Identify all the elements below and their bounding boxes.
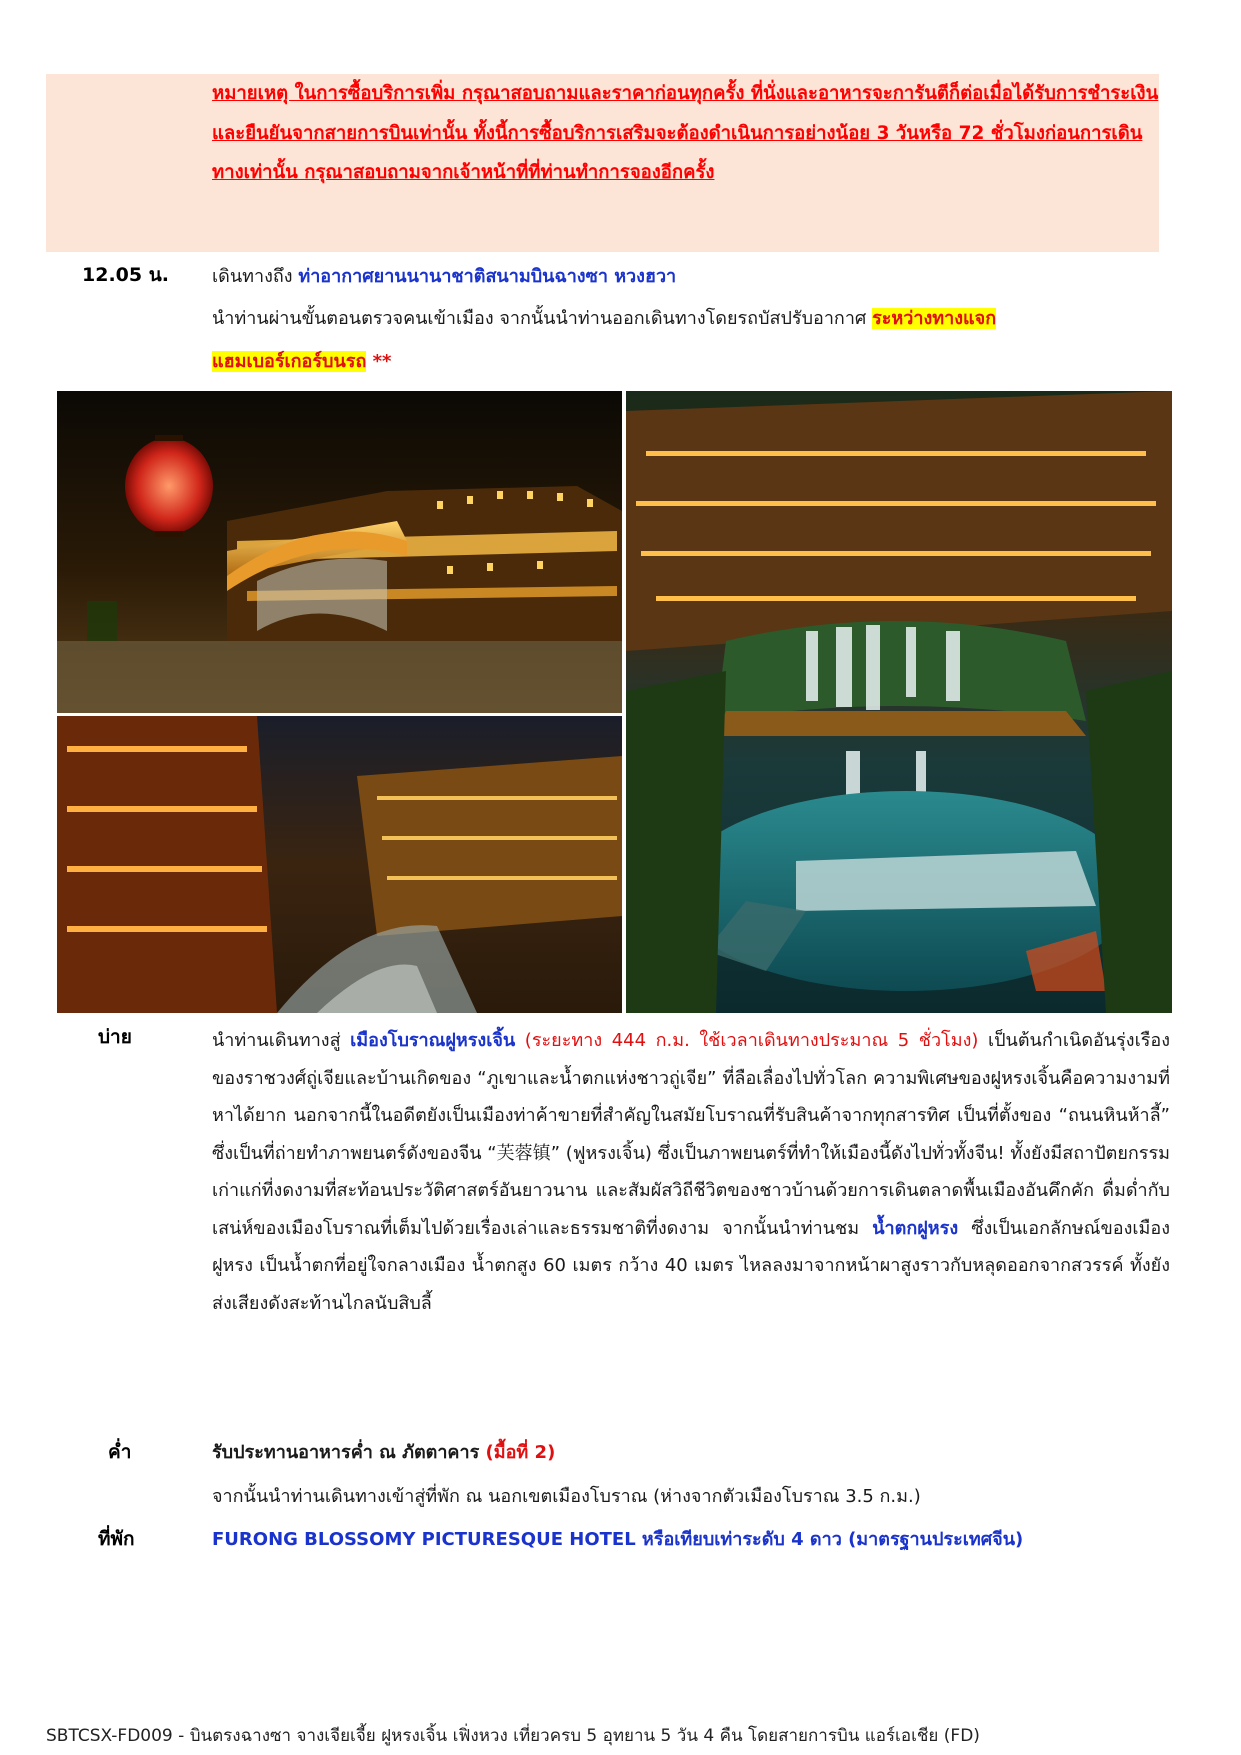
meal-number: (มื้อที่ 2) [485,1442,556,1463]
arrival-transfer: นำท่านผ่านขั้นตอนตรวจคนเข้าเมือง จากนั้นนำท่านออกเดินทางโดยรถบัสปรับอากาศ [212,308,873,329]
afternoon-body-1: เป็นต้นกำเนิดอันรุ่งเรืองของราชวงศ์ถู่เจียและบ้านเกิดของ “ภูเขาและน้ำตกแห่งชาวถู่เจีย” ที่ลือเลื่องไปทั่วโลก ความพิเศษของฝูหรงเจิ้นคือความงามที่หาได้ยาก นอกจากนี้ในอดีตยังเป็นเมืองท่าค้าขายที่สำคัญในสมัยโบราณที่รับสินค้าจากทุกสารทิศ เป็นที่ตั้งของ “ถนนหินห้าลี้” ซึ่งเป็นที่ถ่ายทำภาพยนตร์ดังของจีน “芙蓉镇” (ฟูหรงเจิ้น) ซึ่งเป็นภาพยนตร์ที่ทำให้เมืองนี้ดังไปทั่วทั้งจีน! ทั้งยังมีสถาปัตยกรรมเก่าแก่ที่งดงามที่สะท้อนประวัติศาสตร์อันยาวนาน และสัมผัสวิถีชีวิตของชาวบ้านด้วยการเดินตลาดพื้นเมืองอันคึกคัก ดื่มด่ำกับเสน่ห์ของเมืองโบราณที่เต็มไปด้วยเรื่องเล่าและธรรมชาติที่งดงาม จากนั้นนำท่านชม [212,1030,1170,1239]
notice-text: หมายเหตุ ในการซื้อบริการเพิ่ม กรุณาสอบถามและราคาก่อนทุกครั้ง ที่นั่งและอาหารจะการันตีก็ต่อเมื่อได้รับการชำระเงินและยืนยันจากสายการบินเท่านั้น ทั้งนี้การซื้อบริการเสริมจะต้องดำเนินการอย่างน้อย 3 วันหรือ 72 ชั่วโมงก่อนการเดินทางเท่านั้น กรุณาสอบถามจากเจ้าหน้าที่ที่ท่านทำการจองอีกครั้ง [212,83,1159,183]
arrival-lead: เดินทางถึง [212,266,299,287]
photo-furong-waterfall [626,391,1172,1013]
highlight-burger-1: ระหว่างทางแจก [872,308,997,329]
waterfall-name: น้ำตกฝูหรง [872,1217,959,1239]
dinner-line [212,1437,555,1466]
page-footer: SBTCSX-FD009 - บินตรงฉางซา จางเจียเจี้ย ฝูหรงเจิ้น เฟิ่งหวง เที่ยวครบ 5 อุทยาน 5 วัน 4 คืน โดยสายการบิน แอร์เอเชีย (FD) [46,1726,980,1746]
highlight-burger-2: แฮมเบอร์เกอร์บนรถ [212,351,367,372]
arrival-time: 12.05 น. [82,264,169,286]
afternoon-label: บ่าย [98,1026,132,1048]
hotel-name: FURONG BLOSSOMY PICTURESQUE HOTEL หรือเทียบเท่าระดับ 4 ดาว (มาตรฐานประเทศจีน) [212,1529,1024,1550]
photo-night-river [57,716,622,1013]
dinner-label: ค่ำ [108,1441,132,1463]
town-name: เมืองโบราณฝูหรงเจิ้น [350,1030,516,1051]
photo-night-bridge [57,391,622,713]
hotel-label: ที่พัก [98,1528,135,1550]
distance-note: (ระยะทาง 444 ก.ม. ใช้เวลาเดินทางประมาณ 5 ชั่วโมง) [524,1030,979,1051]
afternoon-paragraph [212,1022,1170,1322]
airport-name: ท่าอากาศยานนานาชาติสนามบินฉางซา หวงฮวา [298,266,677,287]
arrival-line-2 [212,303,996,332]
afternoon-body-2: ซึ่งเป็นเอกลักษณ์ของเมืองฝูหรง เป็นน้ำตกที่อยู่ใจกลางเมือง น้ำตกสูง 60 เมตร กว้าง 40 เมตร ไหลลงมาจากหน้าผาสูงราวกับหลุดออกจากสวรรค์ ทั้งยังส่งเสียงดังสะท้านไกลนับสิบลี้ [212,1217,1170,1314]
arrival-line-3 [212,346,391,375]
dinner-text: รับประทานอาหารค่ำ ณ ภัตตาคาร [212,1442,486,1463]
dinner-line-2: จากนั้นนำท่านเดินทางเข้าสู่ที่พัก ณ นอกเขตเมืองโบราณ (ห่างจากตัวเมืองโบราณ 3.5 ก.ม.) [212,1486,921,1507]
afternoon-lead: นำท่านเดินทางสู่ [212,1030,351,1051]
stars-note: ** [366,351,392,372]
arrival-line [212,261,676,290]
